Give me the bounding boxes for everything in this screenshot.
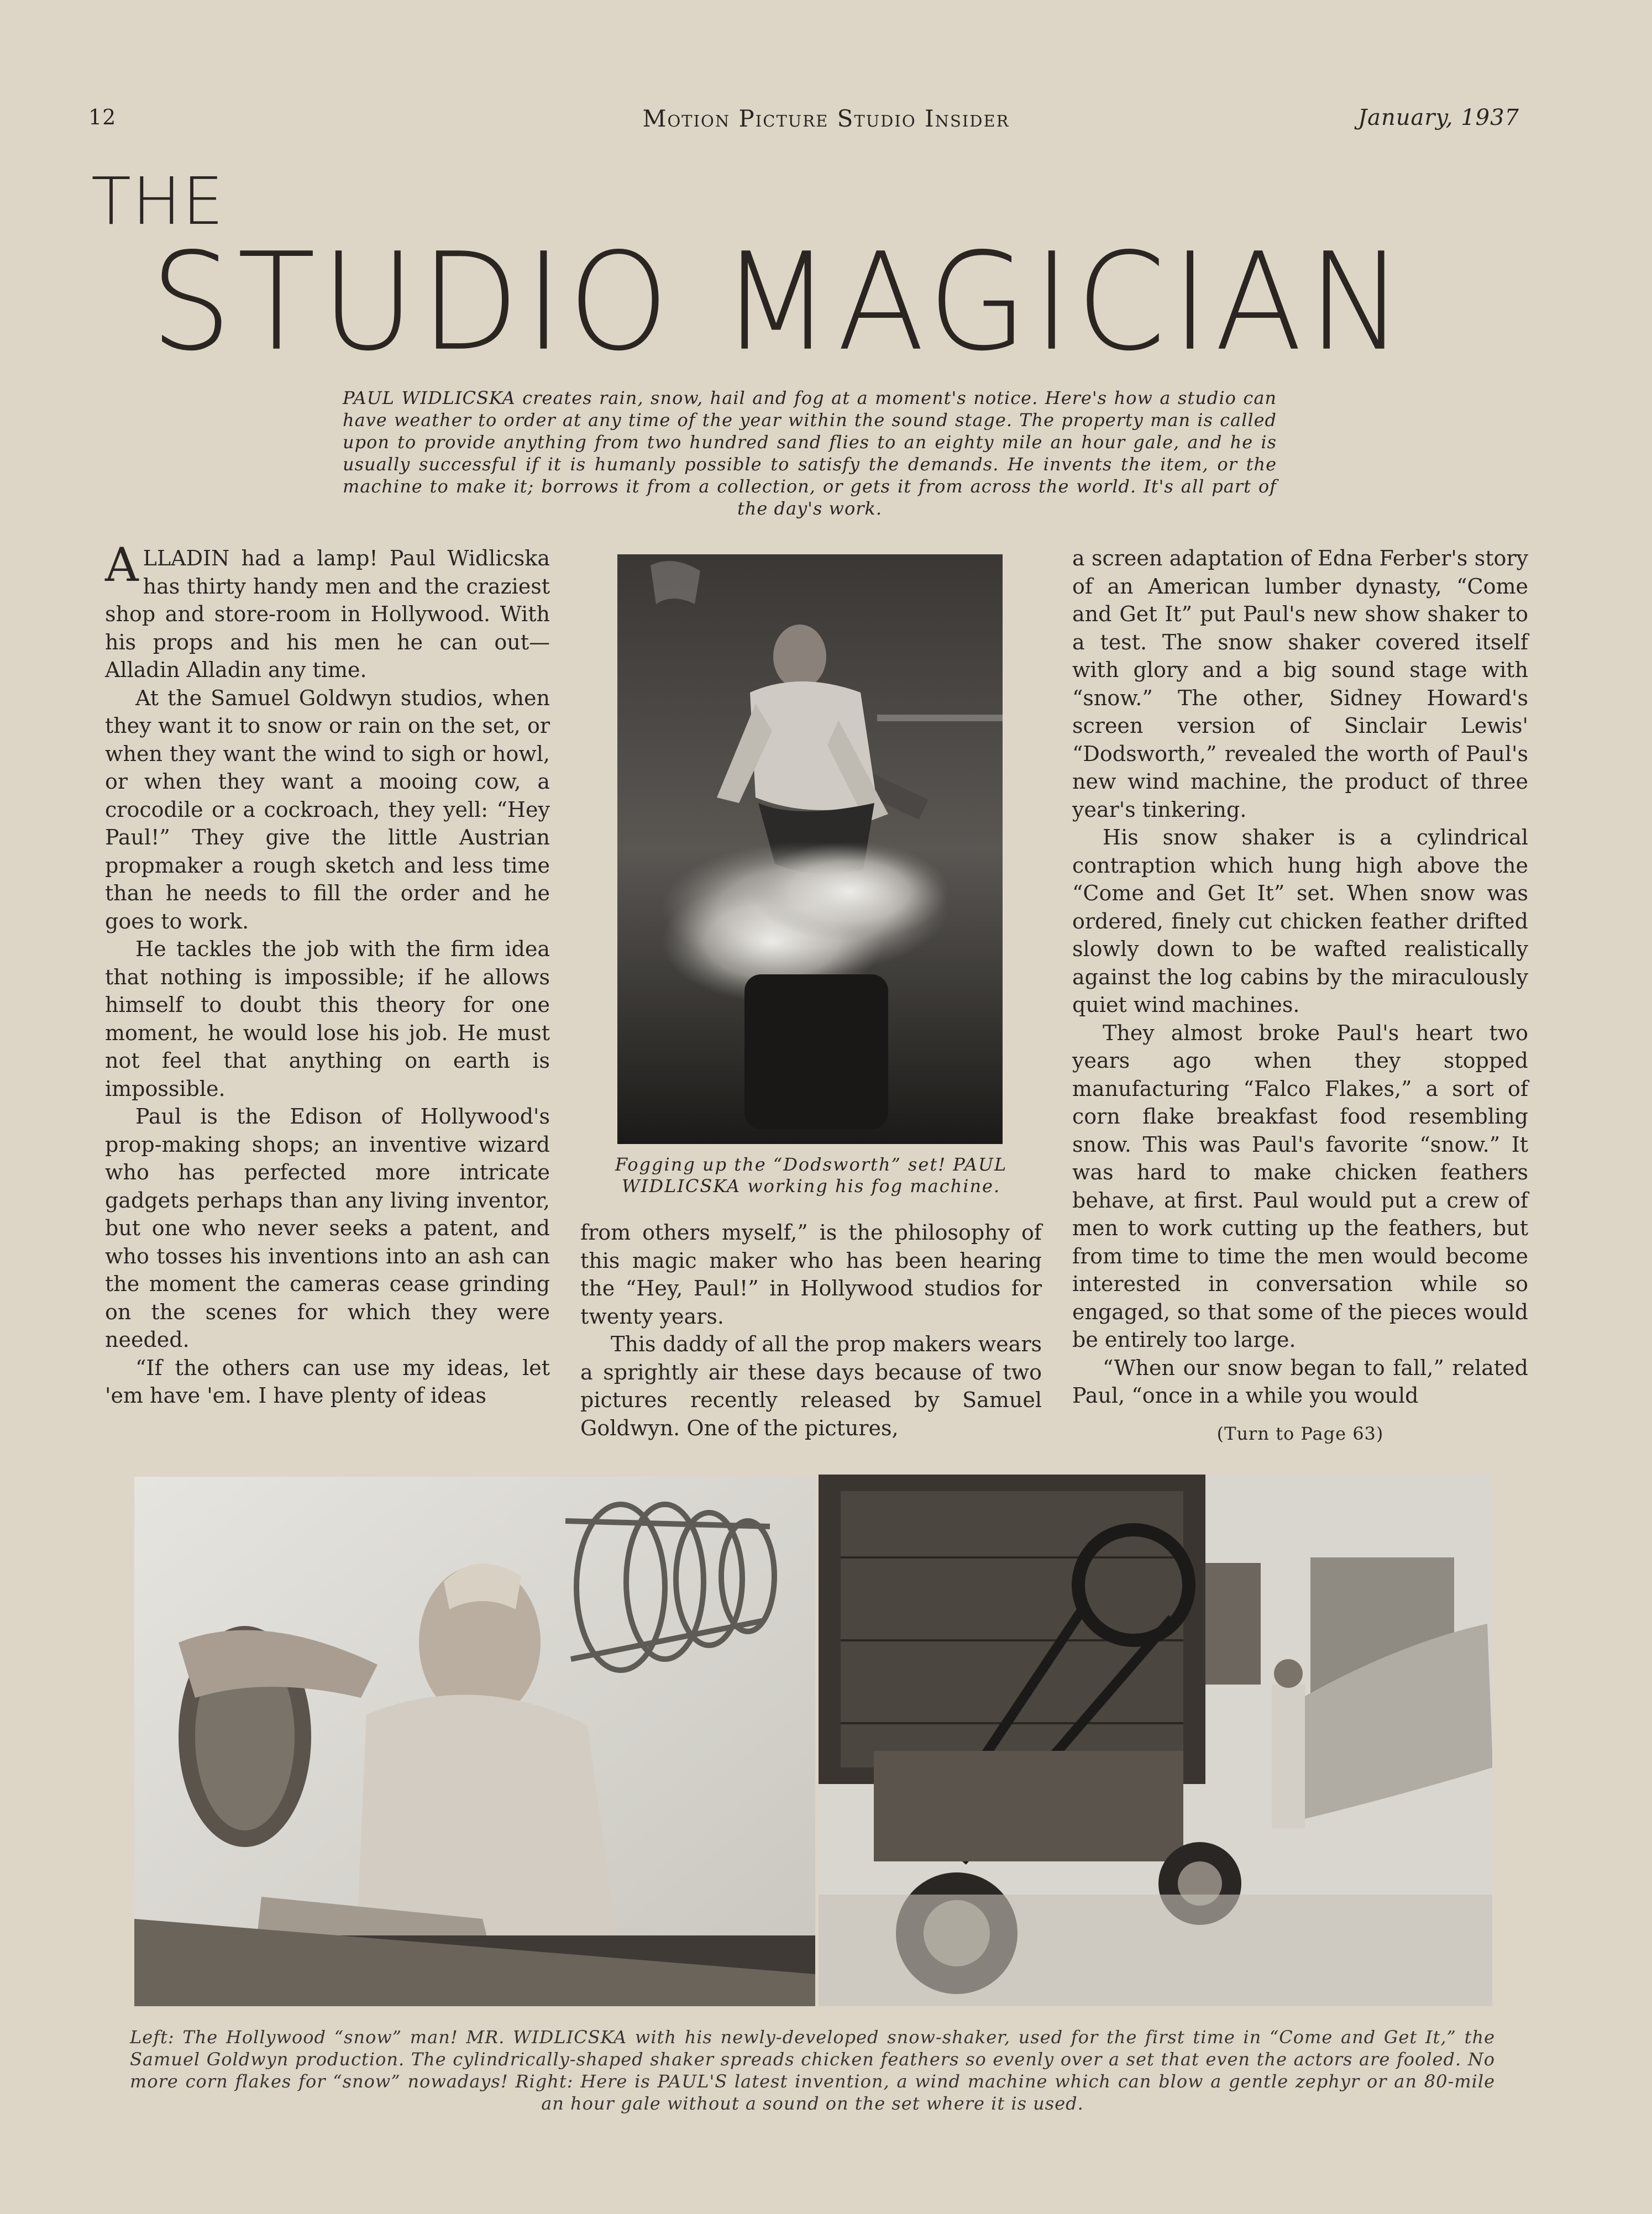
- title-the: THE: [91, 163, 225, 239]
- paragraph: This daddy of all the prop makers wears a sprightly air these days because of two pictures recently released by Samuel Goldwyn. One of the pictures,: [580, 1332, 1042, 1440]
- paragraph: He tackles the job with the firm idea that nothing is impossible; if he allows himself to doubt this theory for one moment, he would lose his job. He must not feel that anything on earth is impossible.: [105, 937, 550, 1101]
- page-number: 12: [88, 105, 117, 129]
- drop-cap: A: [105, 538, 139, 592]
- wind-machine-photo: [819, 1475, 1492, 2006]
- article-column-2: [580, 1219, 1042, 1442]
- paragraph: [105, 538, 550, 684]
- paragraph: a screen adaptation of Edna Ferber's story of an American lumber dynasty, “Come and Get It” put Paul's new show shaker to a test. The snow shaker covered itself with glory and a big sound stage with “snow.” The other, Sidney Howard's screen version of Sinclair Lewis' “Dodsworth,” revealed the worth of Paul's new wind machine, the product of three year's tinkering.: [1072, 546, 1528, 822]
- continued-notice: (Turn to Page 63): [1216, 1423, 1384, 1444]
- publication-name: Motion Picture Studio Insider: [642, 105, 1010, 132]
- paragraph: They almost broke Paul's heart two years ago when they stopped manufacturing “Falco Flakes,” a sort of corn flake breakfast food resembling snow. This was Paul's favorite “snow.” It was hard to make chicken feathers behave, at first. Paul would put a crew of men to work cutting up the feathers, but from time to time the men would become interested in conversation while so engaged, so that some of the pieces would be entirely too large.: [1072, 1020, 1528, 1352]
- paragraph: “If the others can use my ideas, let 'em have 'em. I have plenty of ideas: [105, 1355, 550, 1408]
- issue-date: January, 1937: [1358, 105, 1519, 130]
- fog-machine-photo: [617, 554, 1003, 1144]
- article-column-1: [105, 538, 550, 1410]
- photo-caption: Left: The Hollywood “snow” man! MR. WIDLICSKA with his newly-developed snow-shaker, used for the first time in “Come and Get It,” the Samuel Goldwyn production. The cylindrically-shaped shaker spreads chicken feathers so evenly over a set that even the actors are fooled. No more corn flakes for “snow” nowadays! Right: Here is PAUL'S latest invention, a wind machine which can blow a gentle zephyr or an 80-mile an hour gale without a sound on the set where it is used.: [130, 2027, 1495, 2114]
- paragraph: His snow shaker is a cylindrical contraption which hung high above the “Come and Get It” set. When snow was ordered, finely cut chicken feather drifted slowly down to be wafted realistically against the log cabins by the miraculously quiet wind machines.: [1072, 825, 1528, 1017]
- paragraph: “When our snow began to fall,” related Paul, “once in a while you would: [1072, 1355, 1528, 1408]
- snow-shaker-photo: [134, 1477, 815, 2006]
- page-title: STUDIO MAGICIAN: [150, 224, 1409, 381]
- article-deck: PAUL WIDLICSKA creates rain, snow, hail and fog at a moment's notice. Here's how a studio can have weather to order at any time of the year within the sound stage. The property man is called upon to provide anything from two hundred sand flies to an eighty mile an hour gale, and he is usually successful if it is humanly possible to satisfy the demands. He invents the item, or the machine to make it; borrows it from a collection, or gets it from across the world. It's all part of the day's work.: [343, 387, 1277, 519]
- paragraph-text: LLADIN had a lamp! Paul Widlicska has thirty handy men and the craziest shop and store-room in Hollywood. With his props and his men he can out—Alladin Alladin any time.: [105, 546, 550, 682]
- paragraph: At the Samuel Goldwyn studios, when they want it to snow or rain on the set, or when they want the wind to sigh or howl, or when they want a mooing cow, a crocodile or a cockroach, they yell: “Hey Paul!” They give the little Austrian propmaker a rough sketch and less time than he needs to fill the order and he goes to work.: [105, 685, 550, 933]
- article-column-3: [1072, 544, 1528, 1410]
- paragraph: Paul is the Edison of Hollywood's prop-making shops; an inventive wizard who has perfected more intricate gadgets perhaps than any living inventor, but one who never seeks a patent, and who tosses his inventions into an ash can the moment the cameras cease grinding on the scenes for which they were needed.: [105, 1104, 550, 1352]
- paragraph: from others myself,” is the philosophy of this magic maker who has been hearing the “Hey, Paul!” in Hollywood studios for twenty years.: [580, 1220, 1042, 1329]
- fog-photo-caption: Fogging up the “Dodsworth” set! PAUL WIDLICSKA working his fog machine.: [615, 1154, 1008, 1197]
